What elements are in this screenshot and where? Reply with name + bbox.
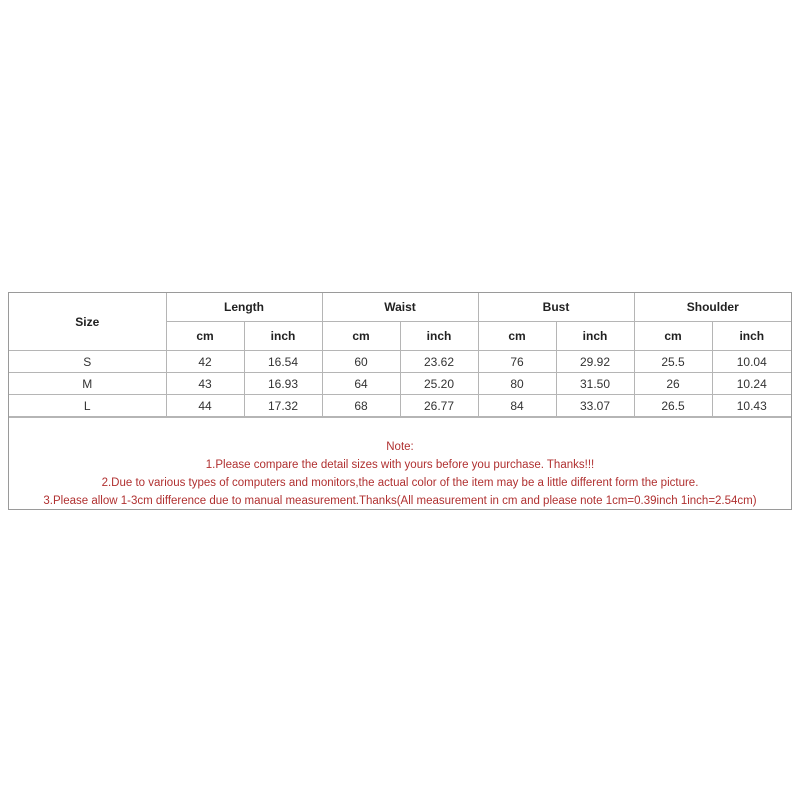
value-cell: 26.5 xyxy=(634,395,712,417)
value-cell: 26 xyxy=(634,373,712,395)
value-cell: 25.20 xyxy=(400,373,478,395)
unit-header: cm xyxy=(478,322,556,351)
value-cell: 16.93 xyxy=(244,373,322,395)
size-cell: L xyxy=(9,395,166,417)
value-cell: 10.04 xyxy=(712,351,791,373)
value-cell: 60 xyxy=(322,351,400,373)
note-line: 3.Please allow 1-3cm difference due to manual measurement.Thanks(All measurement in cm and please note 1cm=0.39inch 1inch=2.54cm) xyxy=(43,495,757,507)
unit-header: cm xyxy=(166,322,244,351)
note-line: 2.Due to various types of computers and monitors,the actual color of the item may be a little different form the picture. xyxy=(101,477,699,489)
value-cell: 76 xyxy=(478,351,556,373)
size-cell: M xyxy=(9,373,166,395)
value-cell: 10.43 xyxy=(712,395,791,417)
size-chart xyxy=(8,292,792,510)
value-cell: 31.50 xyxy=(556,373,634,395)
value-cell: 33.07 xyxy=(556,395,634,417)
value-cell: 80 xyxy=(478,373,556,395)
shoulder-header: Shoulder xyxy=(634,293,791,322)
bust-header: Bust xyxy=(478,293,634,322)
value-cell: 17.32 xyxy=(244,395,322,417)
header-row-groups xyxy=(9,293,791,322)
value-cell: 43 xyxy=(166,373,244,395)
size-column-header: Size xyxy=(9,293,166,351)
notes-section xyxy=(9,417,791,509)
value-cell: 29.92 xyxy=(556,351,634,373)
unit-header: inch xyxy=(400,322,478,351)
size-table xyxy=(9,293,791,417)
waist-header: Waist xyxy=(322,293,478,322)
unit-header: inch xyxy=(712,322,791,351)
value-cell: 44 xyxy=(166,395,244,417)
table-row xyxy=(9,395,791,417)
value-cell: 25.5 xyxy=(634,351,712,373)
unit-header: cm xyxy=(322,322,400,351)
unit-header: cm xyxy=(634,322,712,351)
value-cell: 16.54 xyxy=(244,351,322,373)
value-cell: 64 xyxy=(322,373,400,395)
value-cell: 84 xyxy=(478,395,556,417)
table-row xyxy=(9,373,791,395)
value-cell: 68 xyxy=(322,395,400,417)
table-row xyxy=(9,351,791,373)
unit-header: inch xyxy=(556,322,634,351)
note-line: 1.Please compare the detail sizes with yours before you purchase. Thanks!!! xyxy=(205,459,595,471)
value-cell: 42 xyxy=(166,351,244,373)
notes-title: Note: xyxy=(386,441,414,453)
unit-header: inch xyxy=(244,322,322,351)
value-cell: 23.62 xyxy=(400,351,478,373)
value-cell: 10.24 xyxy=(712,373,791,395)
size-cell: S xyxy=(9,351,166,373)
value-cell: 26.77 xyxy=(400,395,478,417)
length-header: Length xyxy=(166,293,322,322)
